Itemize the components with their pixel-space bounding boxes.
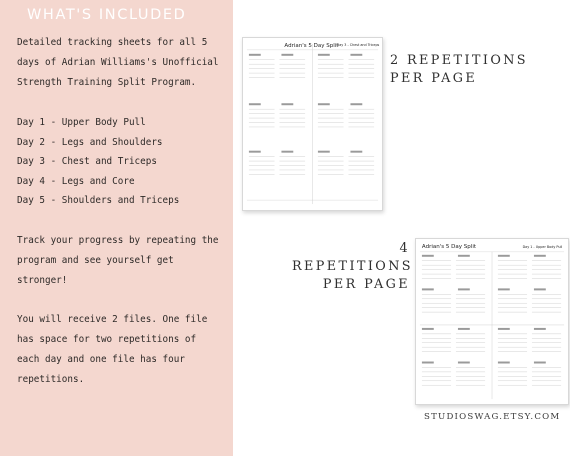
exercise-name-mark [350,151,362,153]
four-repetitions-line2: PER PAGE [322,277,410,292]
whats-included-heading: WHAT'S INCLUDED [27,7,187,23]
four-repetition-sheet-drawing [416,239,568,404]
whats-included-panel [0,0,233,456]
two-repetition-sheet-drawing [243,38,382,210]
exercise-name-mark [249,151,261,153]
day-item: Day 2 - Legs and Shoulders [17,136,163,148]
exercise-name-mark [422,288,434,290]
day-item: Day 5 - Shoulders and Triceps [17,195,180,206]
day-list [17,113,223,211]
sheet-title: Adrian's 5 Day Split [421,243,477,250]
exercise-name-mark [498,288,510,290]
exercise-name-mark [458,362,470,364]
exercise-name-mark [318,151,330,153]
exercise-name-mark [249,54,261,56]
exercise-name-mark [350,103,362,105]
shop-url: STUDIOSWAG.ETSY.COM [424,412,561,422]
exercise-name-mark [534,255,546,257]
exercise-name-mark [498,328,510,330]
exercise-name-mark [281,103,293,105]
exercise-name-mark [458,288,470,290]
four-repetitions-label [292,240,413,294]
day-item: Day 4 - Legs and Core [17,175,135,187]
sheet-title: Adrian's 5 Day Split [284,42,339,49]
exercise-name-mark [249,103,261,105]
exercise-name-mark [498,255,510,257]
exercise-name-mark [318,103,330,105]
exercise-name-mark [350,54,362,56]
two-repetitions-line2: PER PAGE [390,71,478,86]
exercise-name-mark [281,151,293,153]
files-text: You will receive 2 files. One file has space for two repetitions of each day and one file has four repetitions. [17,313,208,385]
exercise-name-mark [534,362,546,364]
description-text: Detailed tracking sheets for all 5 days of Adrian Williams's Unofficial Strength Training Split Program. [17,37,219,88]
exercise-name-mark [422,328,434,330]
exercise-name-mark [458,255,470,257]
exercise-name-mark [281,54,293,56]
four-repetitions-line1: 4 REPETITIONS [292,241,413,274]
exercise-name-mark [498,362,510,364]
track-progress-text: Track your progress by repeating the program and see yourself get stronger! [17,234,219,286]
exercise-name-mark [534,288,546,290]
two-repetitions-label [390,52,528,88]
exercise-name-mark [422,255,434,257]
two-repetition-sheet-preview [242,37,383,211]
day-item: Day 3 - Chest and Triceps [17,156,157,167]
sheet-day-label: Day 3 - Chest and Triceps [336,42,380,47]
exercise-name-mark [534,328,546,330]
four-repetition-sheet-preview [415,238,569,405]
exercise-name-mark [422,362,434,364]
two-repetitions-line1: 2 REPETITIONS [390,53,528,68]
exercise-name-mark [458,328,470,330]
sheet-day-label: Day 1 - Upper Body Pull [522,244,563,249]
day-item: Day 1 - Upper Body Pull [17,117,146,128]
exercise-name-mark [318,54,330,56]
chevron-right-icon[interactable]: › [262,285,270,300]
